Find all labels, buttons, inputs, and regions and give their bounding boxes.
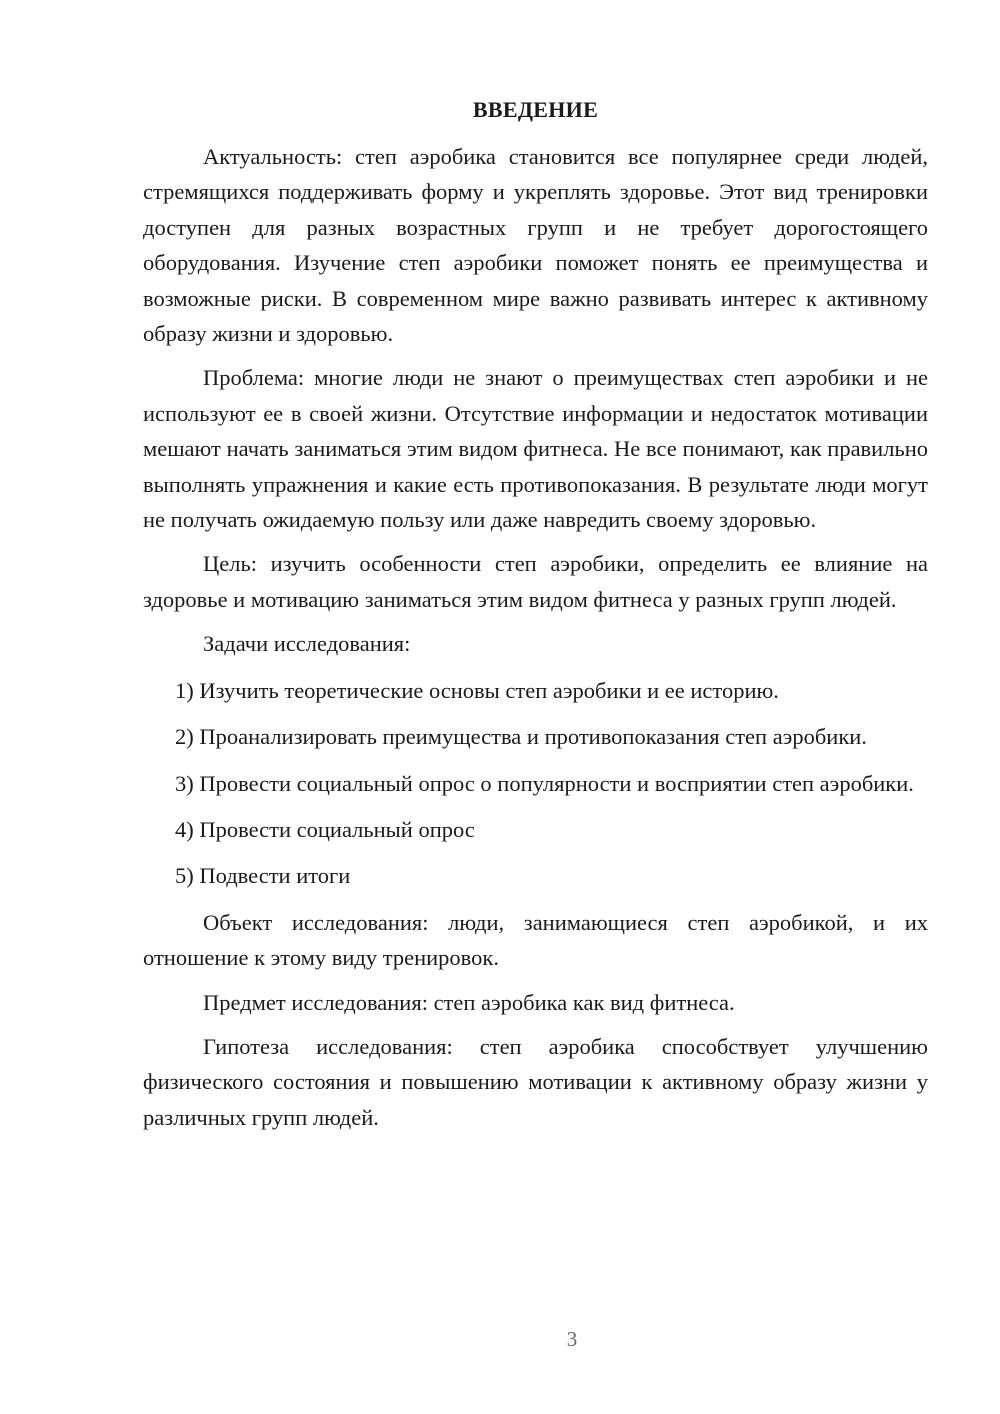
task-item-4: 4) Провести социальный опрос <box>175 816 475 842</box>
task-item-2: 2) Проанализировать преимущества и противопоказания степ аэробики. <box>175 724 867 750</box>
task-item-5: 5) Подвести итоги <box>175 863 351 889</box>
document-page <box>143 92 928 1135</box>
paragraph-hypothesis: Гипотеза исследования: степ аэробика способствует улучшению физического состояния и повышению мотивации к активному образу жизни у различных групп людей. <box>143 1033 928 1130</box>
task-item-1: 1) Изучить теоретические основы степ аэробики и ее историю. <box>175 677 779 703</box>
page-title: ВВЕДЕНИЕ <box>472 97 599 122</box>
task-item-3: 3) Провести социальный опрос о популярности и восприятии степ аэробики. <box>175 770 914 796</box>
tasks-heading: Задачи исследования: <box>203 631 411 657</box>
paragraph-relevance: Актуальность: степ аэробика становится все популярнее среди людей, стремящихся поддерживать форму и укреплять здоровье. Этот вид тренировки доступен для разных возрастных групп и не требует дорогостоящего оборудования. Изучение степ аэробики поможет понять ее преимущества и возможные риски. В современном мире важно развивать интерес к активному образу жизни и здоровью. <box>143 144 928 347</box>
paragraph-object: Объект исследования: люди, занимающиеся степ аэробикой, и их отношение к этому виду тренировок. <box>143 909 928 971</box>
page-number: 3 <box>566 1327 578 1351</box>
paragraph-problem: Проблема: многие люди не знают о преимуществах степ аэробики и не используют ее в своей жизни. Отсутствие информации и недостаток мотивации мешают начать заниматься этим видом фитнеса. Не все понимают, как правильно выполнять упражнения и какие есть противопоказания. В результате люди могут не получать ожидаемую пользу или даже навредить своему здоровью. <box>143 365 928 533</box>
paragraph-subject: Предмет исследования: степ аэробика как вид фитнеса. <box>203 989 735 1015</box>
paragraph-goal: Цель: изучить особенности степ аэробики, определить ее влияние на здоровье и мотивацию заниматься этим видом фитнеса у разных групп людей. <box>143 551 928 612</box>
